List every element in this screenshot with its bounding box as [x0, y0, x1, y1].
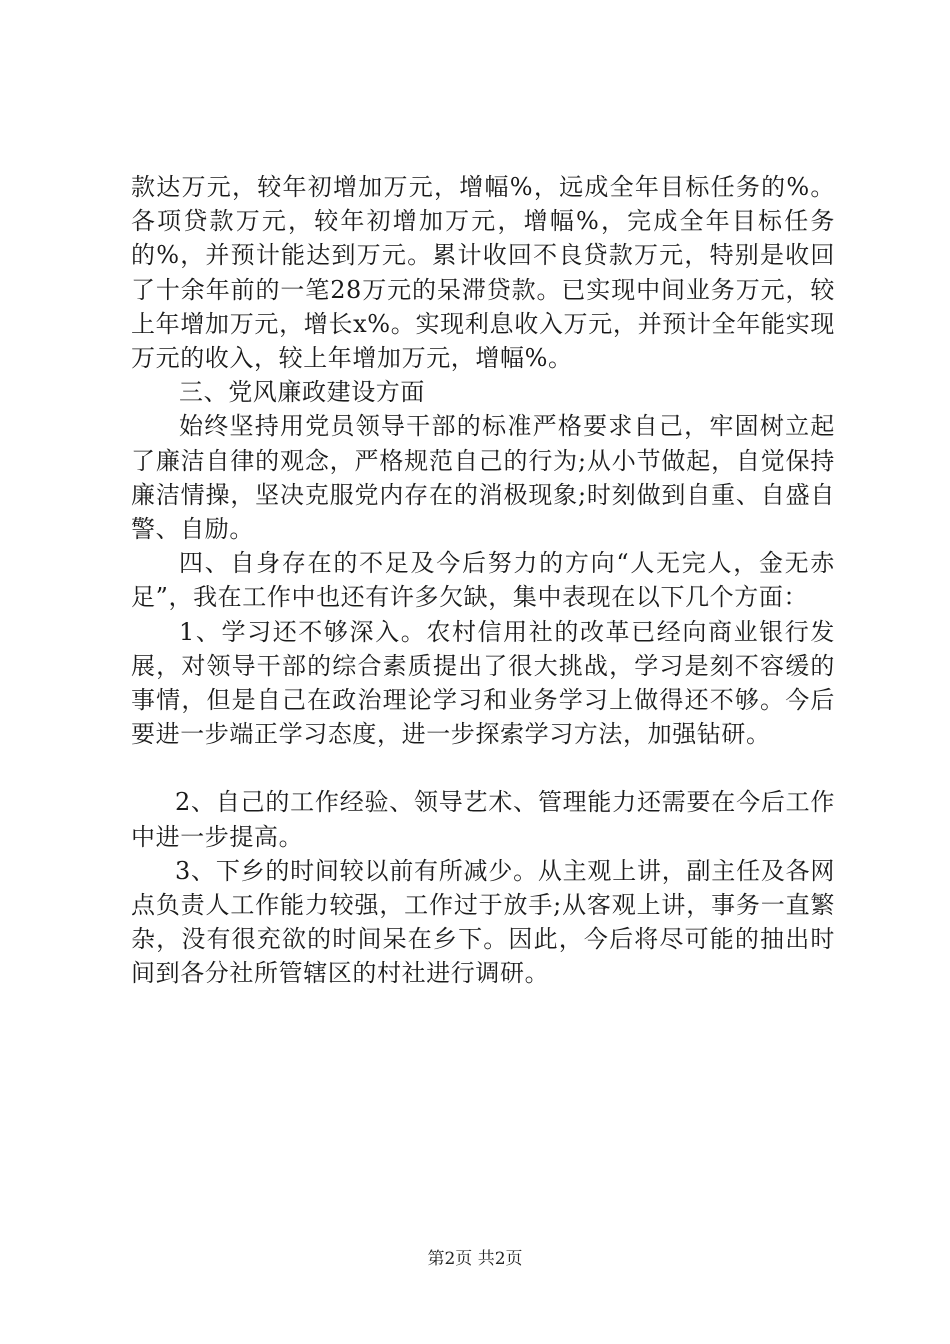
list-item-field-time: 3、下乡的时间较以前有所减少。从主观上讲，副主任及各网点负责人工作能力较强，工作过于放手;从客观上讲，事务一直繁杂，没有很充欲的时间呆在乡下。因此，今后将尽可能的抽出时间到各分社所管辖区的村社进行调研。 — [131, 856, 835, 988]
list-item-experience: 2、自己的工作经验、领导艺术、管理能力还需要在今后工作中进一步提高。 — [131, 788, 835, 851]
paragraph-financial-results: 款达万元，较年初增加万元，增幅%，远成全年目标任务的%。各项贷款万元，较年初增加万元，增幅%，完成全年目标任务的%，并预计能达到万元。累计收回不良贷款万元，特别是收回了十余年前的一笔28万元的呆滞贷款。已实现中间业务万元，较上年增加万元，增长x%。实现利息收入万元，并预计全年能实现万元的收入，较上年增加万元，增幅%。 — [131, 173, 835, 373]
paragraph-party-conduct: 始终坚持用党员领导干部的标准严格要求自己，牢固树立起了廉洁自律的观念，严格规范自己的行为;从小节做起，自觉保持廉洁情操，坚决克服党内存在的消极现象;时刻做到自重、自盛自警、自励。 — [131, 412, 835, 544]
document-body — [131, 170, 835, 991]
section-heading-party-conduct: 三、党风廉政建设方面 — [179, 378, 425, 407]
list-item-study: 1、学习还不够深入。农村信用社的改革已经向商业银行发展，对领导干部的综合素质提出了很大挑战，学习是刻不容缓的事情，但是自己在政治理论学习和业务学习上做得还不够。今后要进一步端正学习态度，进一步探索学习方法，加强钻研。 — [131, 617, 835, 749]
page-number-footer: 第2页 共2页 — [427, 1249, 523, 1269]
section-heading-shortcomings: 四、自身存在的不足及今后努力的方向“人无完人，金无赤足”，我在工作中也还有许多欠缺，集中表现在以下几个方面： — [131, 549, 835, 612]
